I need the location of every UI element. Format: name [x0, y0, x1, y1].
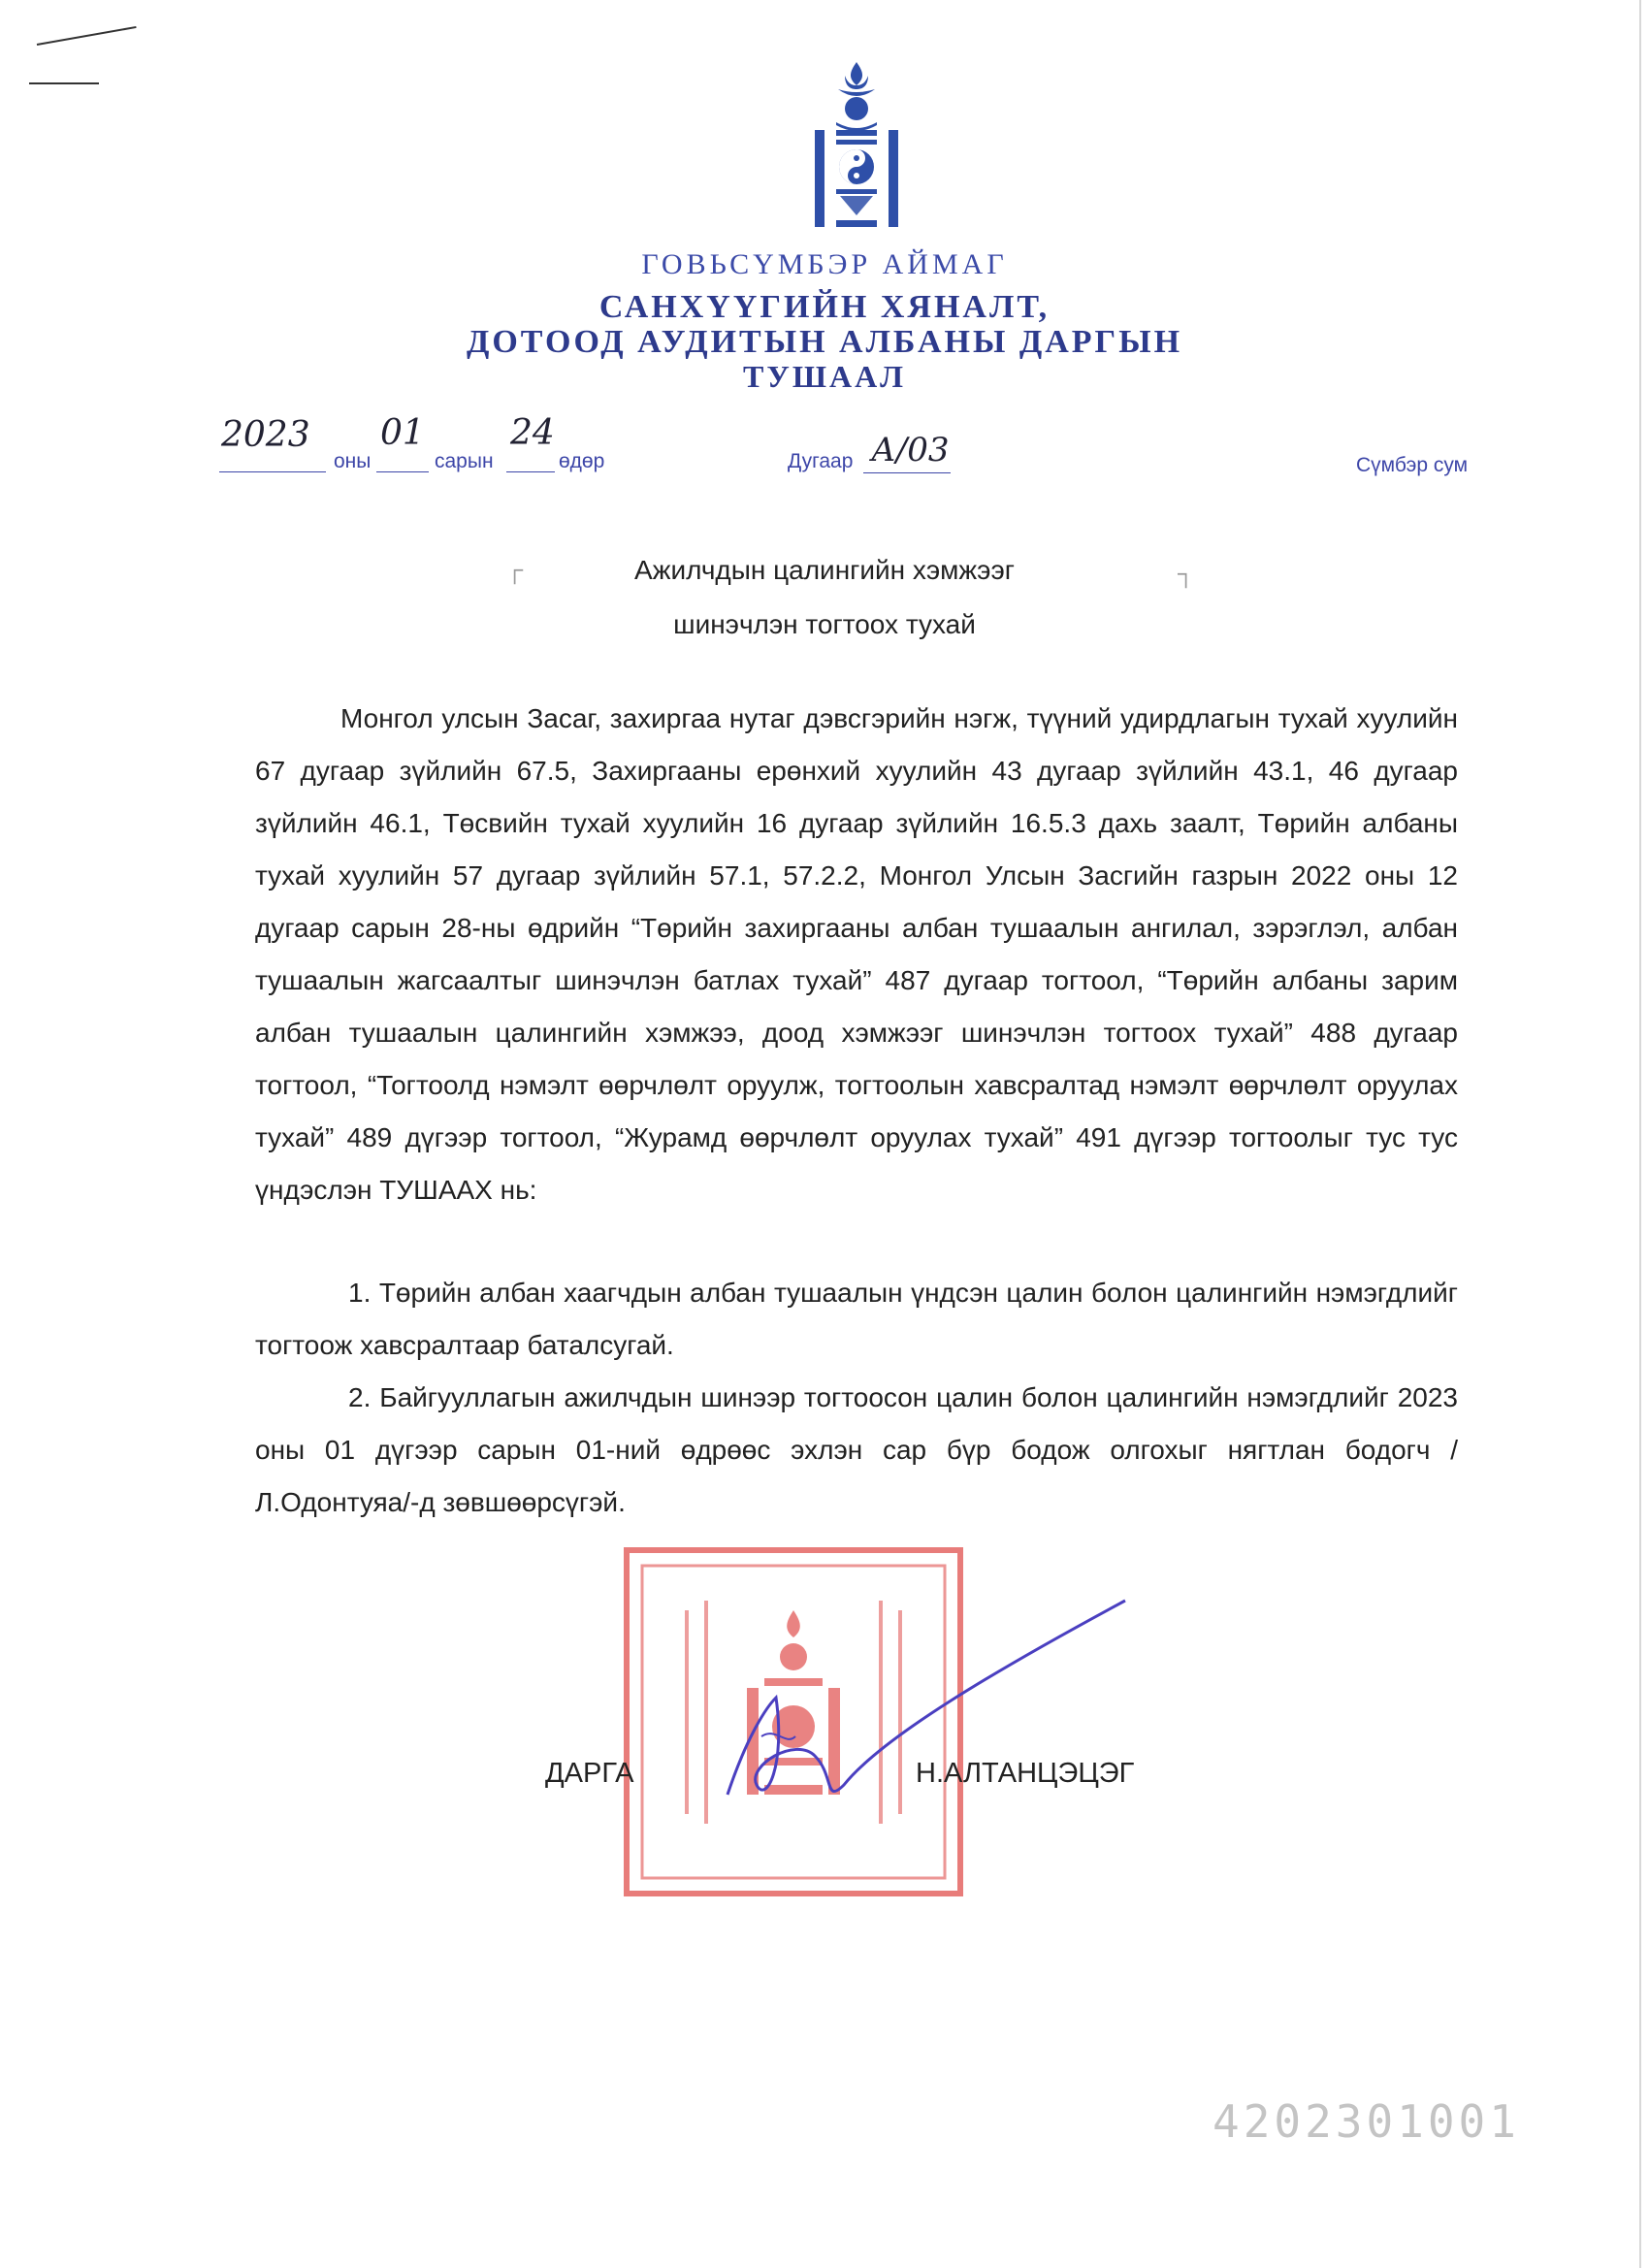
- province-name: ГОВЬСҮМБЭР АЙМАГ: [641, 248, 1008, 280]
- date-month-line: [376, 471, 429, 472]
- order-title-line2: шинэчлэн тогтоох тухай: [673, 609, 976, 639]
- date-day-line: [506, 471, 555, 472]
- date-month: 01: [380, 413, 425, 453]
- date-month-label: сарын: [435, 450, 494, 472]
- document-serial-number: 4202301001: [1212, 2095, 1520, 2148]
- date-year-label: оны: [334, 450, 372, 472]
- order-number: А/03: [871, 431, 950, 470]
- scan-mark-bottom: [29, 82, 99, 84]
- date-day-label: өдөр: [559, 450, 605, 472]
- scan-mark-top: [37, 26, 137, 46]
- preamble-paragraph: Монгол улсын Засаг, захиргаа нутаг дэвсгэрийн нэгж, түүний удирдлагын тухай хуулийн 67 дугаар зүйлийн 67.5, Захиргааны ерөнхий хуулийн 43 дугаар зүйлийн 43.1, 46 дугаар зүйлийн 46.1, Төсвийн тухай хуулийн 16 дугаар зүйлийн 16.5.3 дахь заалт, Төрийн албаны тухай хуулийн 57 дугаар зүйлийн 57.1, 57.2.2, Монгол Улсын Засгийн газрын 2022 оны 12 дугаар сарын 28-ны өдрийн “Төрийн захиргааны албан тушаалын ангилал, зэрэглэл, албан тушаалын жагсаалтыг шинэчлэн батлах тухай” 487 дугаар тогтоол, “Төрийн албаны зарим албан тушаалын цалингийн хэмжээ, доод хэмжээг шинэчлэн тогтоох тухай” 488 дугаар тогтоол, “Тогтоолд нэмэлт өөрчлөлт оруулж, тогтоолын хавсралтад нэмэлт өөрчлөлт оруулах тухай” 489 дүгээр тогтоол, “Журамд өөрчлөлт оруулах тухай” 491 дүгээр тогтоолыг тус тус үндэслэн ТУШААХ нь:: [255, 703, 1458, 1205]
- date-year: 2023: [221, 415, 310, 455]
- soyombo-emblem-icon: [813, 60, 900, 235]
- order-item-1: 1. Төрийн албан хаагчдын албан тушаалын үндсэн цалин болон цалингийн нэмэгдлийг тогтоож хавсралтаар баталсугай.: [255, 1278, 1458, 1360]
- order-number-line: [863, 472, 951, 473]
- signatory-position: ДАРГА: [545, 1758, 634, 1789]
- document-type: ТУШААЛ: [742, 359, 907, 394]
- date-year-line: [219, 471, 326, 472]
- order-item-2: 2. Байгууллагын ажилчдын шинээр тогтоосон цалин болон цалингийн нэмэгдлийг 2023 оны 01 дүгээр сарын 01-ний өдрөөс эхлэн сар бүр бодож олгохыг нягтлан бодогч /Л.Одонтуяа/-д зөвшөөрсүгэй.: [255, 1382, 1458, 1517]
- order-number-label: Дугаар: [788, 450, 854, 472]
- place-name: Сүмбэр сум: [1356, 454, 1469, 476]
- signatory-name: Н.АЛТАНЦЭЦЭГ: [916, 1758, 1135, 1789]
- title-bracket-left: ┌: [506, 557, 524, 583]
- title-bracket-right: ┐: [1178, 561, 1195, 587]
- order-title-line1: Ажилчдын цалингийн хэмжээг: [634, 555, 1015, 585]
- date-day: 24: [510, 413, 555, 453]
- org-name-line2: ДОТООД АУДИТЫН АЛБАНЫ ДАРГЫН: [466, 324, 1183, 360]
- org-name-line1: САНХҮҮГИЙН ХЯНАЛТ,: [598, 289, 1051, 325]
